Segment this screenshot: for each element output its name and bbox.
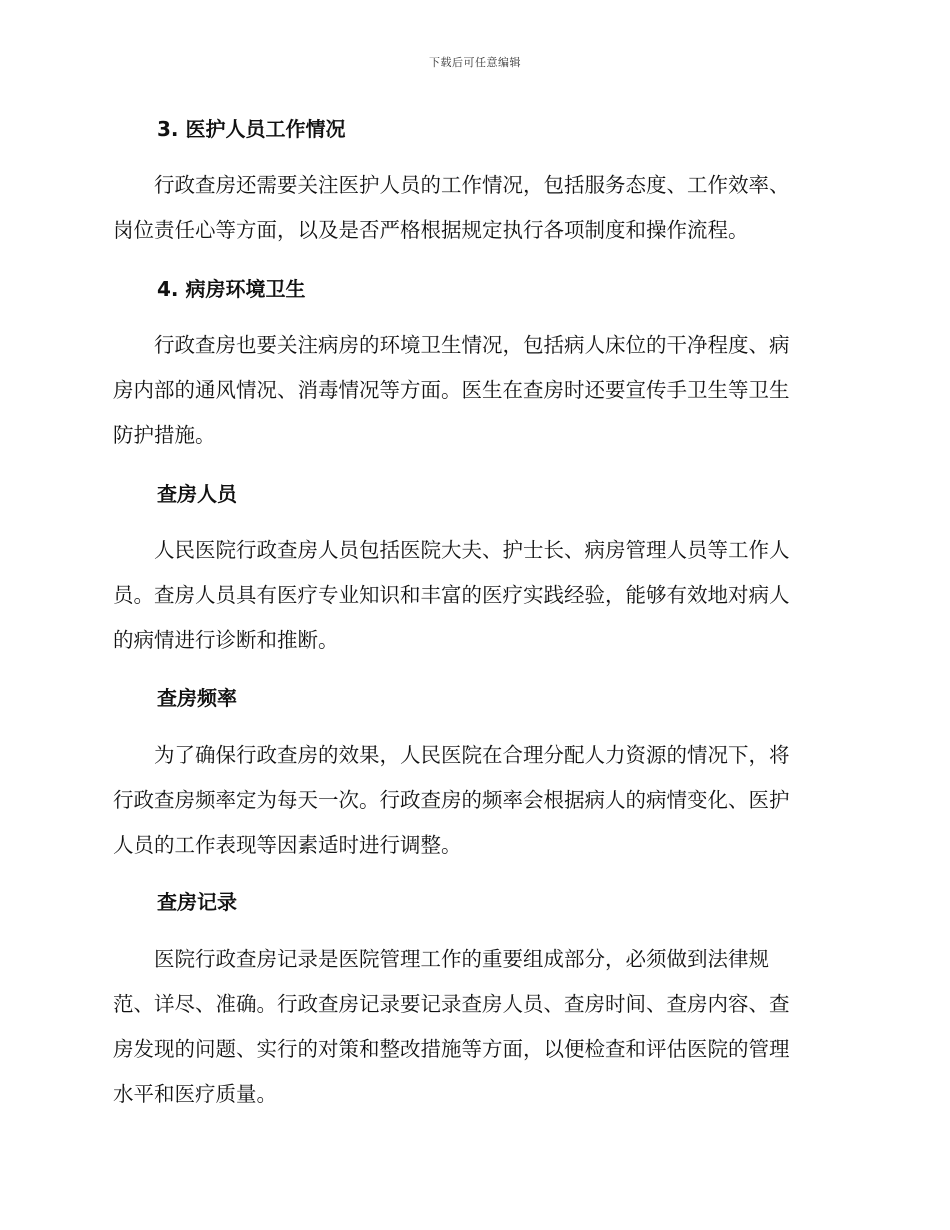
- paragraph-line: 水平和医疗质量。: [113, 1082, 277, 1106]
- section-paragraph: [113, 323, 833, 458]
- section-paragraph: [113, 163, 833, 253]
- section-heading: 4. 病房环境卫生: [157, 277, 306, 301]
- section-paragraph: [113, 937, 833, 1117]
- paragraph-line: 为了确保行政查房的效果，人民医院在合理分配人力资源的情况下，将: [113, 743, 790, 767]
- paragraph-line: 人民医院行政查房人员包括医院大夫、护士长、病房管理人员等工作人: [113, 538, 790, 562]
- section-heading: 查房频率: [157, 686, 237, 710]
- paragraph-line: 人员的工作表现等因素适时进行调整。: [113, 833, 462, 857]
- paragraph-line: 岗位责任心等方面，以及是否严格根据规定执行各项制度和操作流程。: [113, 218, 749, 242]
- section-paragraph: [113, 528, 833, 663]
- paragraph-line: 行政查房频率定为每天一次。行政查房的频率会根据病人的病情变化、医护: [113, 788, 790, 812]
- section-heading: 查房人员: [157, 482, 237, 506]
- section-heading: 查房记录: [157, 890, 237, 914]
- paragraph-line: 行政查房还需要关注医护人员的工作情况，包括服务态度、工作效率、: [113, 173, 790, 197]
- paragraph-line: 房内部的通风情况、消毒情况等方面。医生在查房时还要宣传手卫生等卫生: [113, 378, 790, 402]
- paragraph-line: 防护措施。: [113, 423, 216, 447]
- paragraph-line: 房发现的问题、实行的对策和整改措施等方面，以便检查和评估医院的管理: [113, 1037, 790, 1061]
- page-header: 下载后可任意编辑: [429, 56, 521, 69]
- section-heading: 3. 医护人员工作情况: [157, 117, 346, 141]
- section-paragraph: [113, 733, 833, 868]
- paragraph-line: 医院行政查房记录是医院管理工作的重要组成部分，必须做到法律规: [113, 947, 769, 971]
- paragraph-line: 员。查房人员具有医疗专业知识和丰富的医疗实践经验，能够有效地对病人: [113, 583, 790, 607]
- paragraph-line: 范、详尽、准确。行政查房记录要记录查房人员、查房时间、查房内容、查: [113, 992, 790, 1016]
- paragraph-line: 的病情进行诊断和推断。: [113, 628, 339, 652]
- paragraph-line: 行政查房也要关注病房的环境卫生情况，包括病人床位的干净程度、病: [113, 333, 790, 357]
